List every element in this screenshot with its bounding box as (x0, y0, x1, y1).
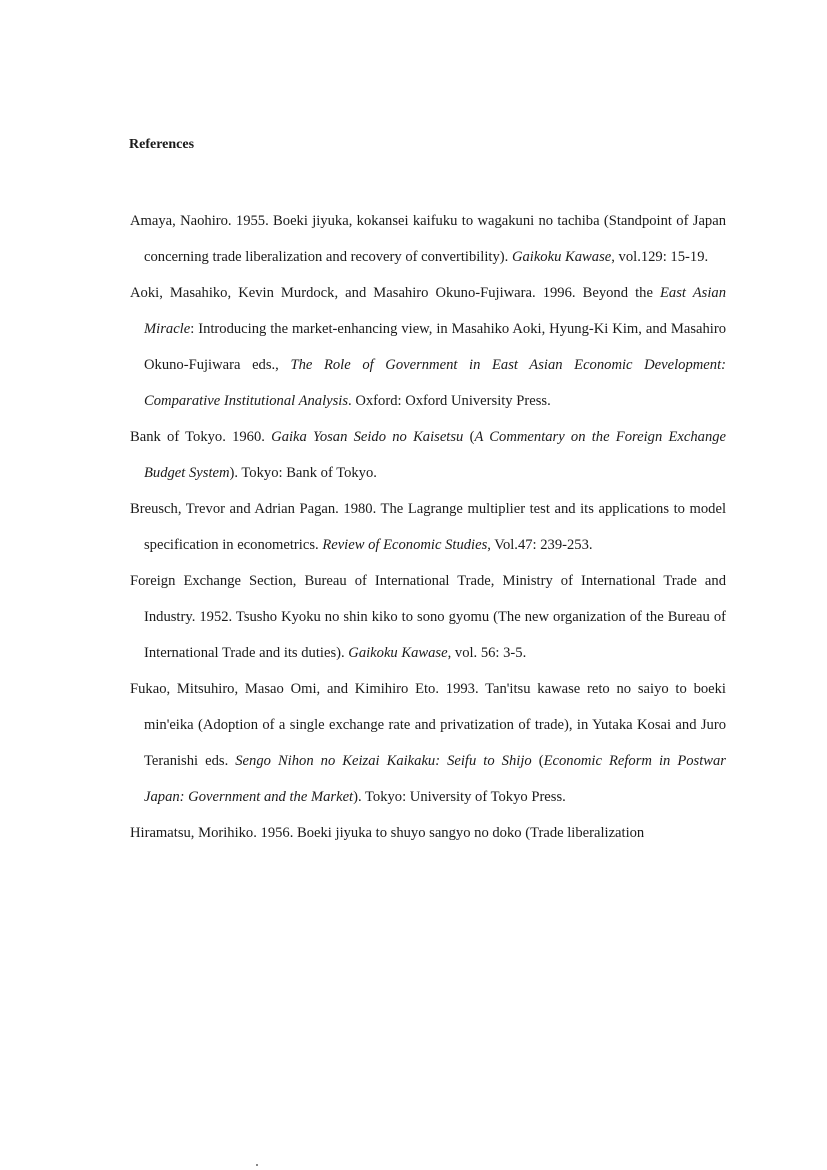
reference-entry (130, 671, 726, 815)
references-heading: References (129, 137, 195, 152)
reference-text: ( (531, 753, 544, 769)
reference-text: ). Tokyo: Bank of Tokyo. (229, 465, 377, 481)
reference-entry (130, 563, 726, 671)
reference-text: , Vol.47: 239-253. (487, 537, 593, 553)
reference-text: . Oxford: Oxford University Press. (348, 393, 551, 409)
reference-title-italic: A Commentary on the Foreign Exchange Budget System (144, 429, 727, 481)
reference-entry (130, 203, 726, 275)
reference-text: Fukao, Mitsuhiro, Masao Omi, and Kimihiro Eto. 1993. Tan'itsu kawase reto no saiyo to boeki min'eika (Adoption of a single exchange rate and privatization of trade), in Yutaka Kosai and Juro Teranishi eds. (130, 681, 726, 769)
page-mark (256, 1164, 258, 1166)
reference-text: : Introducing the market-enhancing view, in Masahiko Aoki, Hyung-Ki Kim, and Masahiro Okuno-Fujiwara eds., (144, 321, 726, 373)
reference-text: ( (463, 429, 475, 445)
reference-text: Aoki, Masahiko, Kevin Murdock, and Masahiro Okuno-Fujiwara. 1996. Beyond the (130, 285, 660, 301)
reference-entry (130, 491, 726, 563)
reference-entry (130, 419, 726, 491)
reference-entry (130, 815, 726, 851)
reference-text: , vol.129: 15-19. (611, 249, 709, 265)
reference-text: Bank of Tokyo. 1960. (130, 429, 272, 445)
reference-text: Hiramatsu, Morihiko. 1956. Boeki jiyuka to shuyo sangyo no doko (Trade liberalization (130, 825, 645, 841)
reference-entry (130, 275, 726, 419)
reference-text: , vol. 56: 3-5. (447, 645, 527, 661)
reference-text: Amaya, Naohiro. 1955. Boeki jiyuka, kokansei kaifuku to wagakuni no tachiba (Standpoint of Japan concerning trade liberalization and recovery of convertibility). (130, 213, 726, 265)
reference-title-italic: Sengo Nihon no Keizai Kaikaku: Seifu to Shijo (235, 753, 532, 769)
references-list (130, 203, 726, 851)
reference-title-italic: The Role of Government in East Asian Economic Development: Comparative Institutional Analysis (144, 357, 726, 409)
reference-title-italic: East Asian Miracle (144, 285, 727, 337)
reference-title-italic: Gaika Yosan Seido no Kaisetsu (271, 429, 464, 445)
reference-title-italic: Economic Reform in Postwar Japan: Government and the Market (144, 753, 726, 805)
reference-text: Foreign Exchange Section, Bureau of International Trade, Ministry of International Trade and Industry. 1952. Tsusho Kyoku no shin kiko to sono gyomu (The new organization of the Bureau of International Trade and its duties). (130, 573, 726, 661)
reference-title-italic: Review of Economic Studies (322, 537, 488, 553)
reference-text: Breusch, Trevor and Adrian Pagan. 1980. The Lagrange multiplier test and its applications to model specification in econometrics. (130, 501, 726, 553)
reference-title-italic: Gaikoku Kawase (348, 645, 448, 661)
reference-text: ). Tokyo: University of Tokyo Press. (353, 789, 566, 805)
reference-title-italic: Gaikoku Kawase (511, 249, 612, 265)
